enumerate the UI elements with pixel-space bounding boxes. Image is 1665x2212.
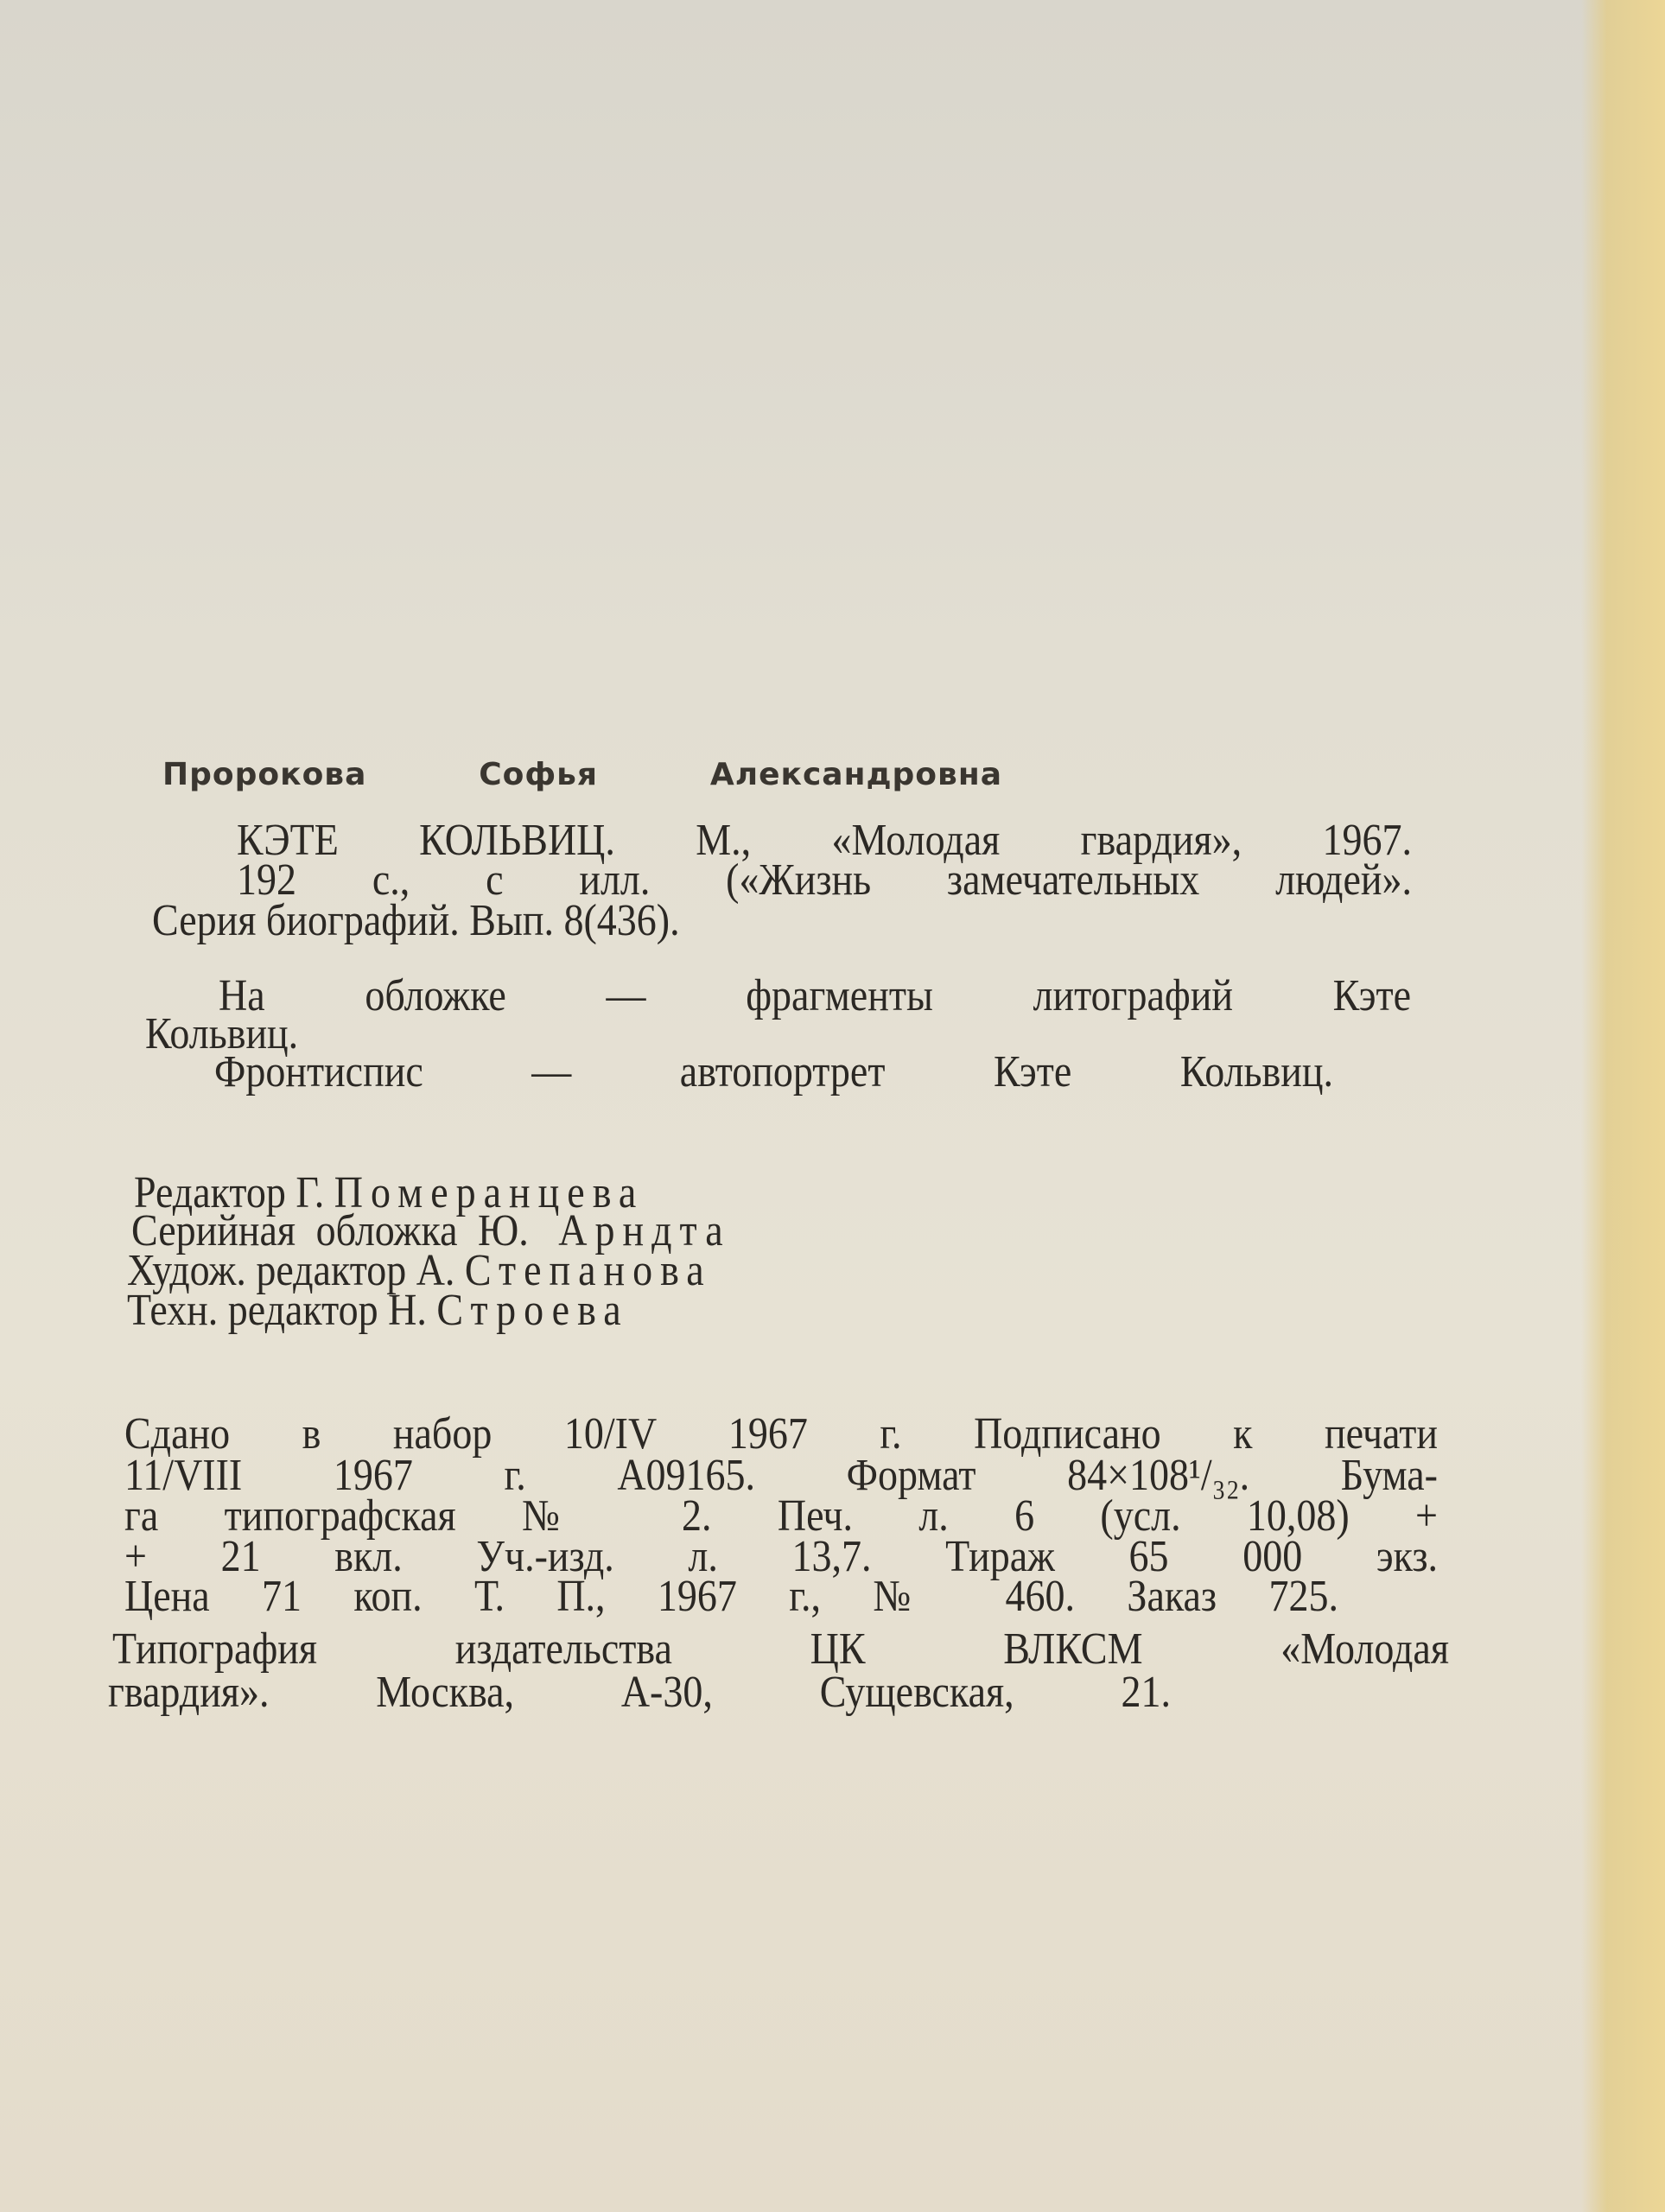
bibliography-line: 192 с., с илл. («Жизнь замечательных людей». (237, 854, 1412, 904)
credit-name: Строева (436, 1284, 629, 1334)
author-surname: Пророкова (162, 757, 367, 792)
note-line: Кольвиц. (145, 1007, 299, 1058)
credit-name: Померанцева (334, 1166, 645, 1217)
imprint-line: Цена 71 коп. Т. П., 1967 г., № 460. Заказ 725. (124, 1570, 1338, 1620)
note-line: Фронтиспис — автопортрет Кэте Кольвиц. (214, 1046, 1333, 1096)
imprint-line: + 21 вкл. Уч.-изд. л. 13,7. Тираж 65 000 экз. (124, 1530, 1438, 1580)
credit-name: Арндта (558, 1205, 731, 1255)
bibliography-line: Серия биографий. Вып. 8(436). (152, 894, 680, 944)
credit-role: Редактор Г. (134, 1166, 325, 1217)
imprint-line: гвардия». Москва, А-30, Сущевская, 21. (108, 1666, 1171, 1716)
author-given-name: Софья (479, 757, 598, 792)
credit-role: Худож. редактор А. (127, 1244, 455, 1294)
note-line: На обложке — фрагменты литографий Кэте (219, 969, 1411, 1020)
author-name (162, 753, 1002, 797)
imprint-line: 11/VIII 1967 г. А09165. Формат 84×108¹/₃₂. Бума- (124, 1449, 1438, 1499)
credit-tech-editor (127, 1286, 629, 1334)
credit-role: Техн. редактор Н. (127, 1284, 427, 1334)
author-patronymic: Александровна (709, 757, 1002, 792)
credit-role: Серийная обложка Ю. (131, 1205, 529, 1255)
imprint-line: га типографская № 2. Печ. л. 6 (усл. 10,08) + (124, 1490, 1438, 1540)
imprint-line: Сдано в набор 10/IV 1967 г. Подписано к печати (124, 1408, 1438, 1458)
credit-name: Степанова (464, 1244, 712, 1294)
imprint-line: Типография издательства ЦК ВЛКСМ «Молодая (112, 1623, 1449, 1673)
bibliography-line: КЭТЕ КОЛЬВИЦ. М., «Молодая гвардия», 1967. (237, 814, 1412, 864)
